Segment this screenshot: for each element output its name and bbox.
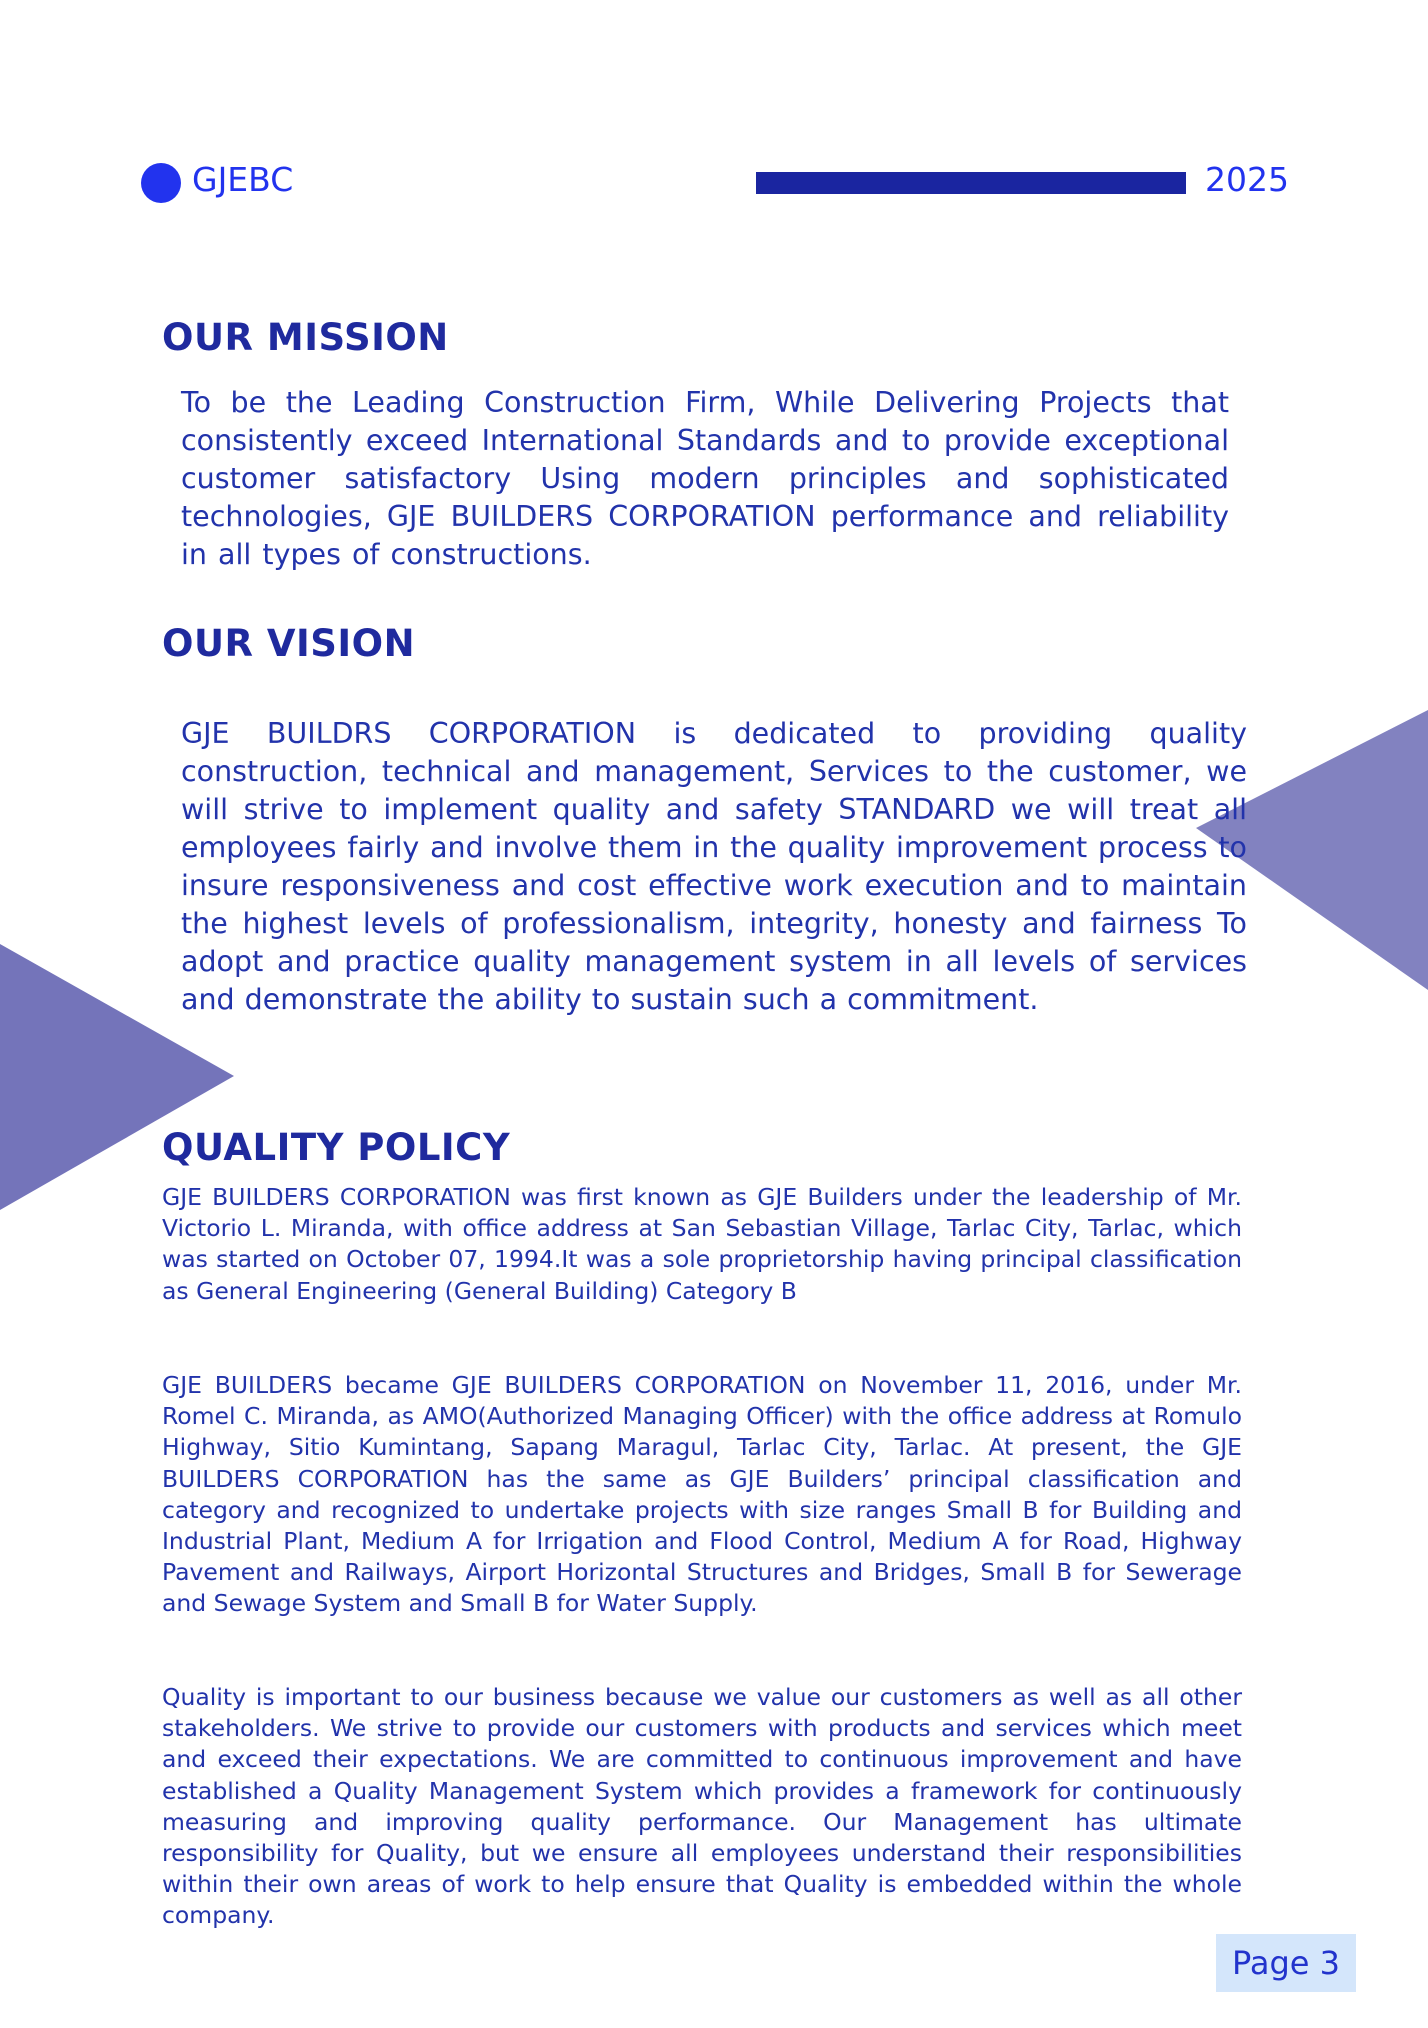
logo-dot-icon	[141, 163, 181, 203]
vision-paragraph: GJE BUILDRS CORPORATION is dedicated to providing quality construction, technical and management, Services to the customer, we will strive to implement quality and safety STANDARD we will treat all employees fairly and involve them in the quality improvement process to insure responsiveness and cost effective work execution and to maintain the highest levels of professionalism, integrity, honesty and fairness To adopt and practice quality management system in all levels of services and demonstrate the ability to sustain such a commitment.	[181, 717, 1247, 1016]
brand-name: GJEBC	[192, 160, 294, 199]
page-number-badge: Page 3	[1216, 1934, 1356, 1992]
quality-policy-paragraph-commitment: Quality is important to our business because we value our customers as well as all other stakeholders. We strive to provide our customers with products and services which meet and exceed their expectations. We are committed to continuous improvement and have established a Quality Management System which provides a framework for continuously measuring and improving quality performance. Our Management has ultimate responsibility for Quality, but we ensure all employees understand their responsibilities within their own areas of work to help ensure that Quality is embedded within the whole company.	[162, 1683, 1242, 1930]
header-bar	[756, 172, 1186, 194]
quality-policy-paragraph-history: GJE BUILDERS CORPORATION was first known as GJE Builders under the leadership of Mr. Victorio L. Miranda, with office address at San Sebastian Village, Tarlac City, Tarlac, which was started on October 07, 1994.It was a sole proprietorship having principal classification as General Engineering (General Building) Category B	[162, 1183, 1242, 1305]
mission-heading: OUR MISSION	[162, 316, 449, 359]
vision-heading: OUR VISION	[162, 622, 416, 665]
quality-policy-heading: QUALITY POLICY	[162, 1126, 511, 1169]
quality-policy-paragraph-corporation: GJE BUILDERS became GJE BUILDERS CORPORATION on November 11, 2016, under Mr. Romel C. Miranda, as AMO(Authorized Managing Officer) with the office address at Romulo Highway, Sitio Kumintang, Sapang Maragul, Tarlac City, Tarlac. At present, the GJE BUILDERS CORPORATION has the same as GJE Builders’ principal classification and category and recognized to undertake projects with size ranges Small B for Building and Industrial Plant, Medium A for Irrigation and Flood Control, Medium A for Road, Highway Pavement and Railways, Airport Horizontal Structures and Bridges, Small B for Sewerage and Sewage System and Small B for Water Supply.	[162, 1371, 1242, 1618]
header-year: 2025	[1205, 160, 1289, 199]
mission-paragraph: To be the Leading Construction Firm, While Delivering Projects that consistently exceed International Standards and to provide exceptional customer satisfactory Using modern principles and sophisticated technologies, GJE BUILDERS CORPORATION performance and reliability in all types of constructions.	[181, 386, 1229, 571]
